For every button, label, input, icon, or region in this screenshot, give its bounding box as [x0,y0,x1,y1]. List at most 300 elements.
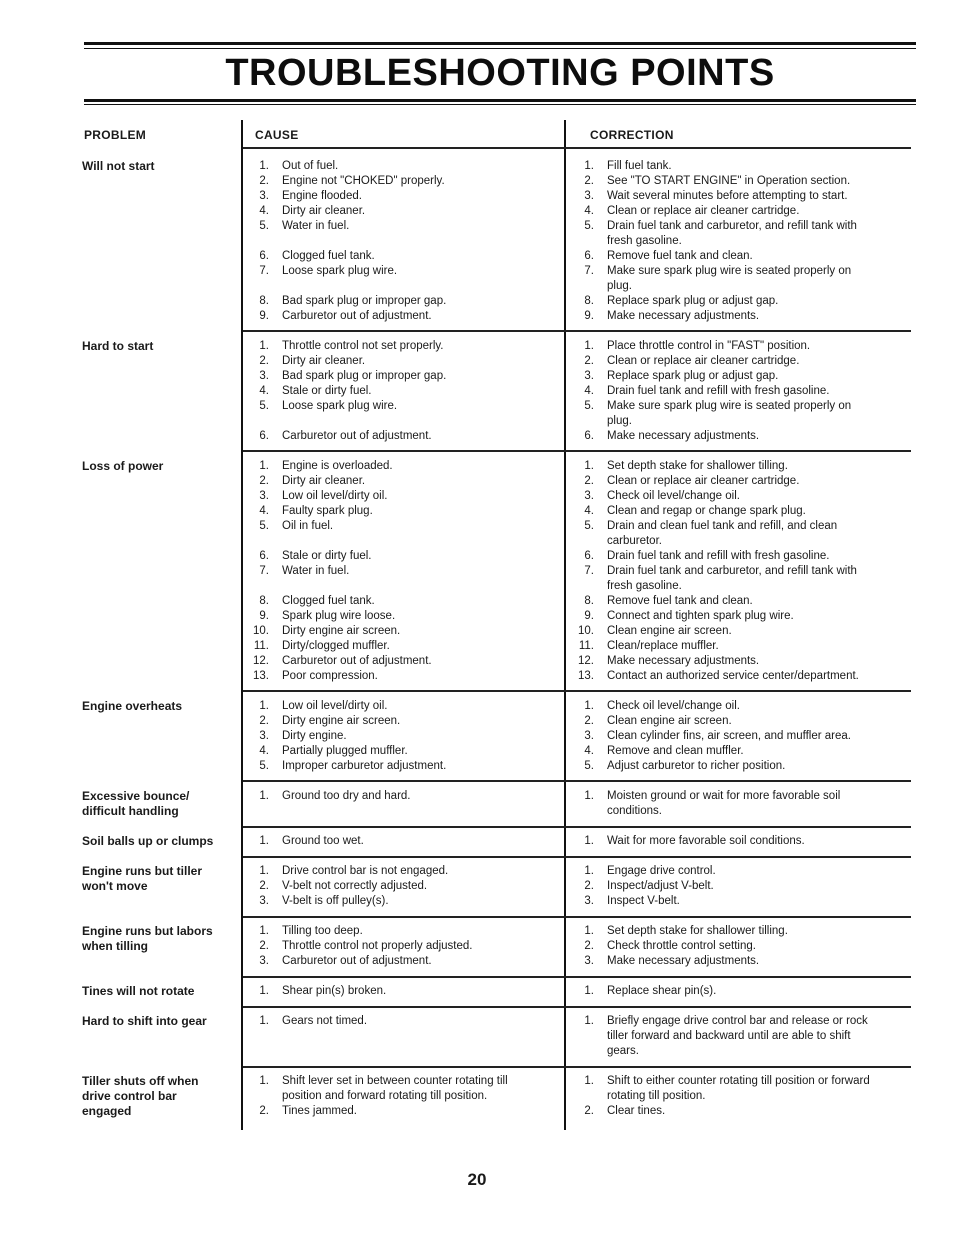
list-item [243,279,558,294]
correction-list [568,924,908,969]
item-text: Throttle control not set properly. [282,340,444,352]
item-text: Clean engine air screen. [607,715,732,727]
problem-label: Hard to shift into gear [82,1014,207,1028]
item-number: 3. [259,955,269,967]
item-number: 3. [259,730,269,742]
item-number: 3. [584,730,594,742]
item-text: Carburetor out of adjustment. [282,310,432,322]
item-number: 2. [259,175,269,187]
item-number: 3. [584,370,594,382]
item-text: Loose spark plug wire. [282,400,398,412]
item-number: 5. [584,400,594,412]
list-item [568,309,908,324]
item-number: 9. [259,610,269,622]
list-item [568,1074,908,1089]
list-item [568,864,908,879]
row-divider [243,1006,911,1008]
item-text: Inspect/adjust V-belt. [607,880,714,892]
item-number: 4. [584,385,594,397]
row-divider [243,916,911,918]
item-number [568,414,607,429]
item-text: Faulty spark plug. [282,505,373,517]
item-number: 3. [259,370,269,382]
row-divider [243,826,911,828]
list-item [568,669,908,684]
list-item [568,429,908,444]
item-text: Bad spark plug or improper gap. [282,295,447,307]
item-number: 2. [584,355,594,367]
item-text: Oil in fuel. [282,520,334,532]
correction-list [568,789,908,819]
item-text: Briefly engage drive control bar and release or rock [607,1015,868,1027]
cause-list [243,459,558,684]
item-text: Carburetor out of adjustment. [282,655,432,667]
item-text: Adjust carburetor to richer position. [607,760,786,772]
item-number: 6. [259,430,269,442]
list-item [568,519,908,534]
list-item [568,459,908,474]
item-text: Dirty engine. [282,730,347,742]
item-text: Water in fuel. [282,565,350,577]
list-item [243,1089,558,1104]
item-number: 4. [584,205,594,217]
list-item [568,699,908,714]
title-rule-thin [84,104,916,105]
item-number: 5. [584,220,594,232]
list-item [243,984,558,999]
list-item [568,339,908,354]
item-number: 1. [259,1075,269,1087]
list-item [243,954,558,969]
item-number: 13. [578,670,594,682]
problem-label: Tines will not rotate [82,984,195,998]
item-text: Check throttle control setting. [607,940,756,952]
item-number: 2. [584,1105,594,1117]
cause-list [243,924,558,969]
list-item [243,294,558,309]
list-item [243,624,558,639]
item-text: Dirty engine air screen. [282,625,401,637]
row-divider [243,1066,911,1068]
list-item [568,759,908,774]
item-text: V-belt not correctly adjusted. [282,880,428,892]
item-text: Clogged fuel tank. [282,595,375,607]
item-text: Drain fuel tank and refill with fresh gasoline. [607,550,830,562]
item-text: Ground too wet. [282,835,364,847]
item-text: Dirty air cleaner. [282,205,366,217]
list-item [568,279,908,294]
list-item [243,1104,558,1119]
item-number: 10. [253,625,269,637]
page-number: 20 [467,1170,487,1189]
list-item [243,609,558,624]
item-text: Shift to either counter rotating till position or forward [607,1075,870,1087]
item-text: Make necessary adjustments. [607,955,760,967]
item-text: Inspect V-belt. [607,895,680,907]
item-number: 4. [259,385,269,397]
list-item [243,639,558,654]
item-number: 10. [578,625,594,637]
list-item [243,309,558,324]
list-item [568,549,908,564]
item-number: 1. [259,865,269,877]
item-number: 1. [259,460,269,472]
item-text: See "TO START ENGINE" in Operation section. [607,175,851,187]
item-number [568,579,607,594]
item-text: plug. [607,280,632,292]
item-text: Check oil level/change oil. [607,700,740,712]
item-text: Improper carburetor adjustment. [282,760,447,772]
row-divider [243,780,911,782]
item-number: 2. [584,940,594,952]
list-item [243,594,558,609]
item-text [282,534,558,549]
correction-list [568,459,908,684]
item-text: Drain fuel tank and carburetor, and refill tank with [607,220,857,232]
item-number: 1. [584,700,594,712]
item-number: 1. [584,1015,594,1027]
item-number: 7. [259,265,269,277]
list-item [568,384,908,399]
header-cause: CAUSE [255,128,299,142]
row-divider [243,147,911,149]
item-number: 1. [259,700,269,712]
list-item [568,789,908,804]
list-item [568,234,908,249]
list-item [243,354,558,369]
item-text: Tines jammed. [282,1105,357,1117]
list-item [243,159,558,174]
item-number: 12. [578,655,594,667]
list-item [568,1044,908,1059]
item-number: 5. [584,520,594,532]
item-text: Set depth stake for shallower tilling. [607,925,788,937]
item-number [568,1089,607,1104]
list-item [243,579,558,594]
correction-list [568,159,908,324]
item-text: Make necessary adjustments. [607,310,760,322]
item-number [568,1044,607,1059]
item-number: 2. [259,715,269,727]
row-divider [243,450,911,452]
list-item [568,474,908,489]
item-number: 8. [584,295,594,307]
item-number [568,279,607,294]
item-number [243,1089,282,1104]
item-number: 1. [259,340,269,352]
item-text: Clean cylinder fins, air screen, and muffler area. [607,730,851,742]
correction-list [568,1074,908,1119]
list-item [568,414,908,429]
item-text: Wait several minutes before attempting to start. [607,190,848,202]
list-item [568,354,908,369]
problem-label: Will not start [82,159,155,173]
cause-list [243,159,558,324]
list-item [568,894,908,909]
item-number: 5. [259,400,269,412]
item-text: Check oil level/change oil. [607,490,740,502]
item-text: Clogged fuel tank. [282,250,375,262]
list-item [568,639,908,654]
correction-list [568,1014,908,1059]
item-number: 3. [259,190,269,202]
column-divider-correction [564,120,566,1130]
list-item [243,879,558,894]
item-number: 1. [584,925,594,937]
list-item [568,249,908,264]
item-number: 3. [584,955,594,967]
problem-label: Soil balls up or clumps [82,834,214,848]
item-text: rotating till position. [607,1090,706,1102]
item-text: Make sure spark plug wire is seated properly on [607,265,852,277]
item-number: 2. [259,1105,269,1117]
list-item [243,744,558,759]
list-item [243,174,558,189]
item-number: 2. [584,175,594,187]
list-item [568,939,908,954]
item-number: 9. [584,610,594,622]
item-number: 7. [259,565,269,577]
item-text: Spark plug wire loose. [282,610,396,622]
list-item [243,654,558,669]
correction-list [568,339,908,444]
list-item [243,489,558,504]
cause-list [243,339,558,444]
list-item [568,954,908,969]
list-item [568,159,908,174]
list-item [243,834,558,849]
item-text: Contact an authorized service center/department. [607,670,859,682]
list-item [243,939,558,954]
item-text: conditions. [607,805,662,817]
list-item [568,189,908,204]
item-text: Engine is overloaded. [282,460,393,472]
item-number: 4. [584,505,594,517]
item-number: 2. [259,940,269,952]
top-rule [84,42,916,45]
list-item [568,1104,908,1119]
item-text [282,234,558,249]
item-text: carburetor. [607,535,662,547]
item-text: Engine flooded. [282,190,362,202]
list-item [568,294,908,309]
item-text: Engage drive control. [607,865,716,877]
item-text: Stale or dirty fuel. [282,385,372,397]
list-item [243,219,558,234]
item-number: 3. [584,895,594,907]
item-text: Poor compression. [282,670,378,682]
list-item [568,924,908,939]
item-number: 2. [584,715,594,727]
list-item [568,489,908,504]
list-item [568,534,908,549]
item-text: Make necessary adjustments. [607,430,760,442]
list-item [243,789,558,804]
problem-label: Engine runs but labors when tilling [82,924,213,953]
list-item [568,399,908,414]
list-item [243,504,558,519]
list-item [243,1074,558,1089]
problem-label: Tiller shuts off when drive control bar engaged [82,1074,199,1118]
list-item [243,699,558,714]
cause-list [243,834,558,849]
item-number: 8. [259,595,269,607]
list-item [568,564,908,579]
item-text: Remove fuel tank and clean. [607,595,753,607]
item-text: Clean/replace muffler. [607,640,719,652]
list-item [243,549,558,564]
item-number: 4. [259,745,269,757]
item-number: 1. [584,790,594,802]
list-item [243,414,558,429]
list-item [243,729,558,744]
item-number: 1. [584,160,594,172]
problem-label: Engine runs but tiller won't move [82,864,203,893]
list-item [243,189,558,204]
item-text: Gears not timed. [282,1015,368,1027]
item-number: 2. [259,880,269,892]
item-text: Shear pin(s) broken. [282,985,387,997]
list-item [568,579,908,594]
item-number: 4. [584,745,594,757]
list-item [243,384,558,399]
list-item [568,804,908,819]
item-number: 1. [584,460,594,472]
list-item [568,714,908,729]
list-item [568,609,908,624]
list-item [568,654,908,669]
item-number: 11. [578,640,594,652]
item-number: 6. [584,250,594,262]
list-item [568,594,908,609]
item-number: 4. [259,505,269,517]
cause-list [243,789,558,804]
correction-list [568,864,908,909]
list-item [243,894,558,909]
item-number: 12. [253,655,269,667]
item-text: Water in fuel. [282,220,350,232]
item-number: 2. [259,475,269,487]
item-text: fresh gasoline. [607,235,682,247]
list-item [568,204,908,219]
item-text: Dirty air cleaner. [282,475,366,487]
list-item [243,669,558,684]
item-number: 1. [584,865,594,877]
list-item [568,744,908,759]
row-divider [243,330,911,332]
item-number [243,414,282,429]
item-number [568,234,607,249]
item-number [243,534,282,549]
top-rule-thin [84,48,916,49]
item-text: Moisten ground or wait for more favorable soil [607,790,841,802]
item-text: Engine not "CHOKED" properly. [282,175,445,187]
item-number: 3. [584,190,594,202]
list-item [568,729,908,744]
row-divider [243,690,911,692]
item-text: tiller forward and backward until are able to shift [607,1030,851,1042]
item-number [568,804,607,819]
item-text: Make necessary adjustments. [607,655,760,667]
list-item [243,459,558,474]
item-text: fresh gasoline. [607,580,682,592]
list-item [243,249,558,264]
list-item [243,924,558,939]
item-text: Throttle control not properly adjusted. [282,940,473,952]
item-text: Stale or dirty fuel. [282,550,372,562]
item-number: 5. [259,760,269,772]
problem-label: Hard to start [82,339,154,353]
problem-label: Loss of power [82,459,164,473]
item-text: Low oil level/dirty oil. [282,700,388,712]
list-item [243,369,558,384]
item-number: 6. [584,550,594,562]
item-text: Remove and clean muffler. [607,745,744,757]
list-item [243,429,558,444]
list-item [568,219,908,234]
header-problem: PROBLEM [84,128,147,142]
item-text: Shift lever set in between counter rotating till [282,1075,508,1087]
item-text [282,414,558,429]
list-item [243,204,558,219]
item-number: 9. [259,310,269,322]
list-item [568,834,908,849]
list-item [243,519,558,534]
row-divider [243,856,911,858]
item-text: Partially plugged muffler. [282,745,408,757]
item-number: 5. [584,760,594,772]
cause-list [243,984,558,999]
correction-list [568,984,908,999]
item-number: 2. [259,355,269,367]
list-item [243,264,558,279]
list-item [568,1014,908,1029]
list-item [568,879,908,894]
item-number: 1. [259,790,269,802]
item-text: V-belt is off pulley(s). [282,895,389,907]
item-text: position and forward rotating till position. [282,1090,488,1102]
item-text: Clean or replace air cleaner cartridge. [607,205,800,217]
item-number: 1. [259,985,269,997]
list-item [243,234,558,249]
item-text: Set depth stake for shallower tilling. [607,460,788,472]
item-number: 1. [259,160,269,172]
item-number: 1. [259,925,269,937]
item-number: 7. [584,265,594,277]
list-item [568,369,908,384]
item-text: Dirty/clogged muffler. [282,640,390,652]
item-text: Drive control bar is not engaged. [282,865,449,877]
title-rule [84,99,916,102]
item-text: Low oil level/dirty oil. [282,490,388,502]
item-number: 6. [259,550,269,562]
item-text [282,579,558,594]
list-item [243,399,558,414]
item-text: Remove fuel tank and clean. [607,250,753,262]
list-item [243,534,558,549]
item-text: Clean and regap or change spark plug. [607,505,806,517]
item-number: 1. [259,1015,269,1027]
item-number: 5. [259,520,269,532]
list-item [568,1089,908,1104]
item-number: 1. [584,835,594,847]
item-number: 8. [259,295,269,307]
item-text: Carburetor out of adjustment. [282,430,432,442]
list-item [568,264,908,279]
item-number: 6. [259,250,269,262]
list-item [243,759,558,774]
list-item [568,624,908,639]
